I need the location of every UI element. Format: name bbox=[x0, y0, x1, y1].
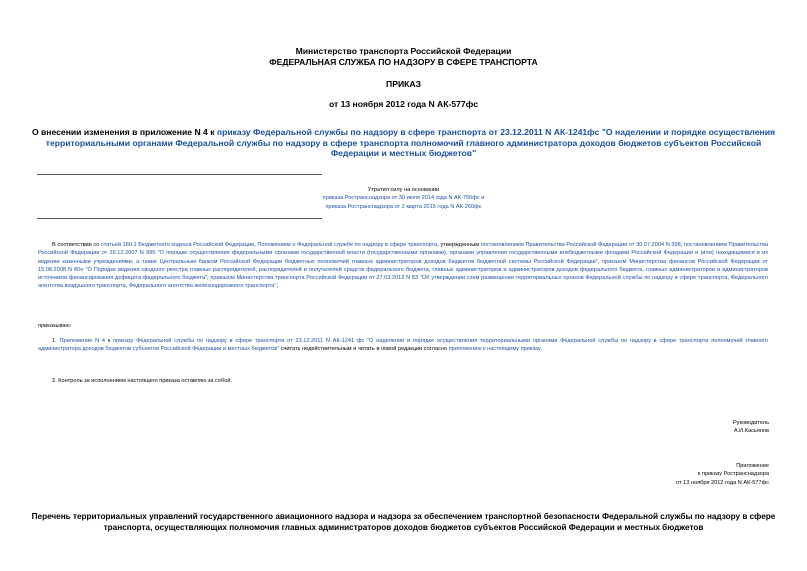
order-1241-link[interactable]: приказу Федеральной службы по надзору в сфере транспорта от 23.12.2011 N АК-1241 фс "О наделении и порядке осуществления территориальными органами Федеральной службы по надзору в сфере транспорта полномочий главного администратора доходов бюджетов субъектов Российской Федерации и местных бюджетов" bbox=[38, 338, 768, 353]
appendix-4-link[interactable]: Приложение N 4 bbox=[59, 338, 106, 344]
order-word: приказываю: bbox=[38, 323, 72, 329]
doc-type: ПРИКАЗ bbox=[386, 79, 421, 89]
preamble-paragraph bbox=[38, 241, 768, 291]
ministry-name: Министерство транспорта Российской Федерации bbox=[295, 46, 512, 56]
appendix-title: Перечень территориальных управлений государственного авиационного надзора и надзора за обеспечением транспортной безопасности Федеральной службы по надзору в сфере транспорта, осуществляющих полномочия главных администраторов доходов бюджетов субъектов Российской Федерации и местных бюджетов bbox=[31, 512, 776, 532]
appendix-line-3: от 13 ноября 2012 года N АК-577фс bbox=[676, 479, 769, 486]
bottom-divider bbox=[37, 218, 322, 219]
appendix-line-1: Приложение bbox=[736, 463, 769, 469]
mintrans-order-83-link[interactable]: приказом Министерства транспорта Российской Федерации от 27.03.2012 N 83 "Об утверждении схем размещения территориальных органов Федеральной службы по надзору в сфере транспорта, Федерального агентства воздушного транспорта, Федерального агентства железнодорожного транспорта" bbox=[38, 275, 768, 290]
order-item-2: 2. Контроль за исполнением настоящего приказа оставляю за собой. bbox=[52, 378, 233, 384]
service-name: ФЕДЕРАЛЬНАЯ СЛУЖБА ПО НАДЗОРУ В СФЕРЕ ТРАНСПОРТА bbox=[269, 57, 538, 67]
preamble-text-3: , утвержденным bbox=[437, 242, 481, 248]
preamble-text-5: , bbox=[597, 258, 603, 265]
status-line-1: Утратил силу на основании bbox=[367, 187, 440, 193]
minfin-order-80n-link[interactable]: приказом Министерства финансов Российской Федерации от 15.08.2008 N 80н "О Порядке ведения сводного реестра главных распорядителей, распорядителей и получателей средств федерального бюджета, главных администраторов и администраторов доходов федерального бюджета, главных администраторов и администраторов источников финансирования дефицита федерального бюджета" bbox=[38, 258, 768, 282]
item-1-text-1: к bbox=[105, 338, 114, 344]
item-1-text-3: . bbox=[540, 346, 542, 353]
status-note bbox=[0, 186, 807, 211]
preamble-text-2: , bbox=[254, 242, 258, 248]
budget-code-link[interactable]: статьей 160.1 Бюджетного кодекса Российской Федерации bbox=[101, 242, 255, 248]
order-item-1 bbox=[38, 337, 768, 354]
doc-title-link[interactable]: приказу Федеральной службы по надзору в сфере транспорта от 23.12.2011 N АК-1241фс "О наделении и порядке осуществления территориальными органами Федеральной службы по надзору в сфере транспорта полномочий главного администратора доходов бюджетов субъектов Российской Федерации и местных бюджетов" bbox=[45, 127, 776, 158]
preamble-text-4: , bbox=[680, 242, 684, 248]
doc-title bbox=[30, 127, 777, 159]
item-1-text-2: считать недействительным и читать в новой редакции согласно bbox=[279, 346, 449, 353]
resolution-995-link[interactable]: постановлением Правительства Российской Федерации от 29.12.2007 N 995 "О порядке осуществления федеральными органами государственной власти (государственными органами), органами управления государственными внебюджетными фондами Российской Федерации и (или) находящимися в их ведении казенными учреждениями, а также Центральным банком Российской Федерации бюджетных полномочий главных администраторов доходов бюджетов бюджетной системы Российской Федерации" bbox=[38, 242, 768, 265]
signature-block bbox=[733, 419, 769, 436]
doc-date: от 13 ноября 2012 года N АК-577фс bbox=[328, 99, 479, 109]
resolution-398-link[interactable]: постановлением Правительства Российской Федерации от 30.07.2004 N 398 bbox=[480, 242, 681, 248]
top-divider bbox=[37, 174, 322, 175]
service-regulation-link[interactable]: Положением о Федеральной службе по надзору в сфере транспорта bbox=[257, 242, 438, 248]
doc-title-prefix: О внесении изменения в приложение N 4 к bbox=[31, 127, 217, 137]
preamble-text-7: , bbox=[276, 283, 278, 290]
signature-role: Руководитель bbox=[732, 420, 769, 426]
status-link-2[interactable]: приказа Ространснадзора от 2 марта 2015 года N АК-260фс bbox=[325, 203, 482, 210]
preamble-text-1: В соответствии со bbox=[52, 242, 101, 248]
signature-name: А.И.Касьянов bbox=[733, 428, 769, 435]
status-link-1[interactable]: приказа Ространснадзора от 30 июля 2014 года N АК-756фс и bbox=[322, 195, 485, 202]
appendix-block bbox=[676, 462, 769, 487]
appendix-line-2: к приказу Ространснадзора bbox=[697, 471, 769, 478]
appendix-current-link[interactable]: приложению к настоящему приказу bbox=[448, 346, 541, 353]
preamble-text-6: , bbox=[207, 275, 211, 282]
item-1-number: 1. bbox=[52, 338, 60, 344]
